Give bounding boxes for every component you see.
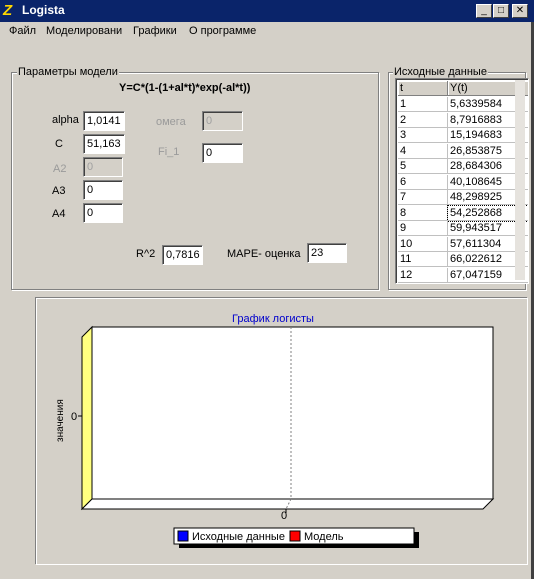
a2-label: A2 [53, 163, 67, 175]
grid-cell-y[interactable]: 5,6339584 [448, 97, 529, 112]
fi1-input[interactable]: 0 [202, 143, 243, 163]
a3-input[interactable]: 0 [83, 180, 123, 200]
table-row[interactable] [398, 206, 529, 221]
title-bar[interactable] [0, 0, 534, 22]
alpha-input[interactable]: 1,0141 [83, 111, 125, 131]
grid-cell-y[interactable]: 26,853875 [448, 144, 529, 159]
legend-swatch-1 [290, 531, 300, 541]
fi1-label: Fi_1 [158, 146, 180, 158]
table-row[interactable] [398, 252, 529, 267]
grid-cell-y[interactable]: 59,943517 [448, 221, 529, 236]
mape-label: MAPE- оценка [227, 248, 301, 260]
grid-cell-t[interactable]: 5 [398, 159, 448, 174]
model-formula: Y=C*(1-(1+al*t)*exp(-al*t)) [119, 82, 251, 94]
menu-bar [0, 22, 534, 41]
grid-cell-t[interactable]: 9 [398, 221, 448, 236]
legend-swatch-0 [178, 531, 188, 541]
grid-cell-t[interactable]: 3 [398, 128, 448, 143]
menu-modeling[interactable]: Моделировани [46, 25, 123, 37]
source-data-legend: Исходные данные [394, 66, 487, 78]
chart-left-wall [82, 327, 92, 509]
grid-cell-y[interactable]: 54,252868 [448, 206, 529, 221]
close-button[interactable]: ✕ [512, 4, 528, 18]
grid-cell-y[interactable]: 40,108645 [448, 175, 529, 190]
mape-output: 23 [307, 243, 347, 263]
grid-cell-y[interactable]: 57,611304 [448, 237, 529, 252]
grid-cell-t[interactable]: 8 [398, 206, 448, 221]
chart-svg [37, 299, 527, 564]
table-row[interactable] [398, 97, 529, 112]
model-params-legend: Параметры модели [18, 66, 118, 78]
alpha-label: alpha [52, 114, 79, 126]
table-row[interactable] [398, 221, 529, 236]
grid-cell-y[interactable]: 15,194683 [448, 128, 529, 143]
table-row[interactable] [398, 237, 529, 252]
grid-scrollbar[interactable] [515, 80, 525, 280]
table-row[interactable] [398, 175, 529, 190]
grid-cell-t[interactable]: 2 [398, 113, 448, 128]
omega-label: омега [156, 116, 186, 128]
menu-file[interactable]: Файл [9, 25, 37, 37]
menu-about[interactable]: О программе [189, 25, 257, 37]
grid-cell-y[interactable]: 66,022612 [448, 252, 529, 267]
c-label: C [55, 138, 63, 150]
c-input[interactable]: 51,163 [83, 134, 125, 154]
app-logo-icon: Z [3, 2, 13, 19]
a3-label: A3 [52, 185, 66, 197]
a4-label: A4 [52, 208, 66, 220]
a4-input[interactable]: 0 [83, 203, 123, 223]
omega-input: 0 [202, 111, 243, 131]
grid-header-t: t [398, 81, 448, 96]
chart-title: График логисты [232, 313, 314, 325]
r2-label: R^2 [136, 248, 156, 260]
chart-floor [82, 499, 493, 509]
minimize-button[interactable]: _ [476, 4, 492, 18]
table-row[interactable] [398, 144, 529, 159]
chart-panel [36, 298, 528, 565]
chart-plot-area [92, 327, 493, 499]
r2-output: 0,7816 [162, 245, 203, 265]
grid-cell-t[interactable]: 6 [398, 175, 448, 190]
legend-label-0: Исходные данные [192, 531, 285, 543]
chart-y-tick-label: 0 [71, 411, 78, 423]
table-row[interactable] [398, 190, 529, 205]
grid-cell-y[interactable]: 48,298925 [448, 190, 529, 205]
chart-y-axis-label: значения [55, 399, 66, 442]
table-row[interactable] [398, 113, 529, 128]
grid-cell-t[interactable]: 10 [398, 237, 448, 252]
maximize-button[interactable]: □ [493, 4, 509, 18]
table-row[interactable] [398, 128, 529, 143]
table-row[interactable] [398, 159, 529, 174]
chart-x-tick-label: 0 [281, 510, 288, 522]
legend-label-1: Модель [304, 531, 344, 543]
a2-input: 0 [83, 157, 123, 177]
source-data-grid[interactable] [395, 78, 529, 284]
menu-charts[interactable]: Графики [133, 25, 177, 37]
window-title: Logista [22, 3, 65, 17]
table-row[interactable] [398, 268, 529, 283]
grid-header-y: Y(t) [448, 81, 529, 96]
grid-cell-y[interactable]: 28,684306 [448, 159, 529, 174]
grid-cell-y[interactable]: 67,047159 [448, 268, 529, 283]
grid-cell-t[interactable]: 7 [398, 190, 448, 205]
grid-cell-t[interactable]: 12 [398, 268, 448, 283]
grid-cell-t[interactable]: 11 [398, 252, 448, 267]
grid-header-row [398, 81, 529, 96]
grid-cell-t[interactable]: 4 [398, 144, 448, 159]
chart-legend-items [178, 531, 344, 543]
grid-cell-y[interactable]: 8,7916883 [448, 113, 529, 128]
grid-cell-t[interactable]: 1 [398, 97, 448, 112]
